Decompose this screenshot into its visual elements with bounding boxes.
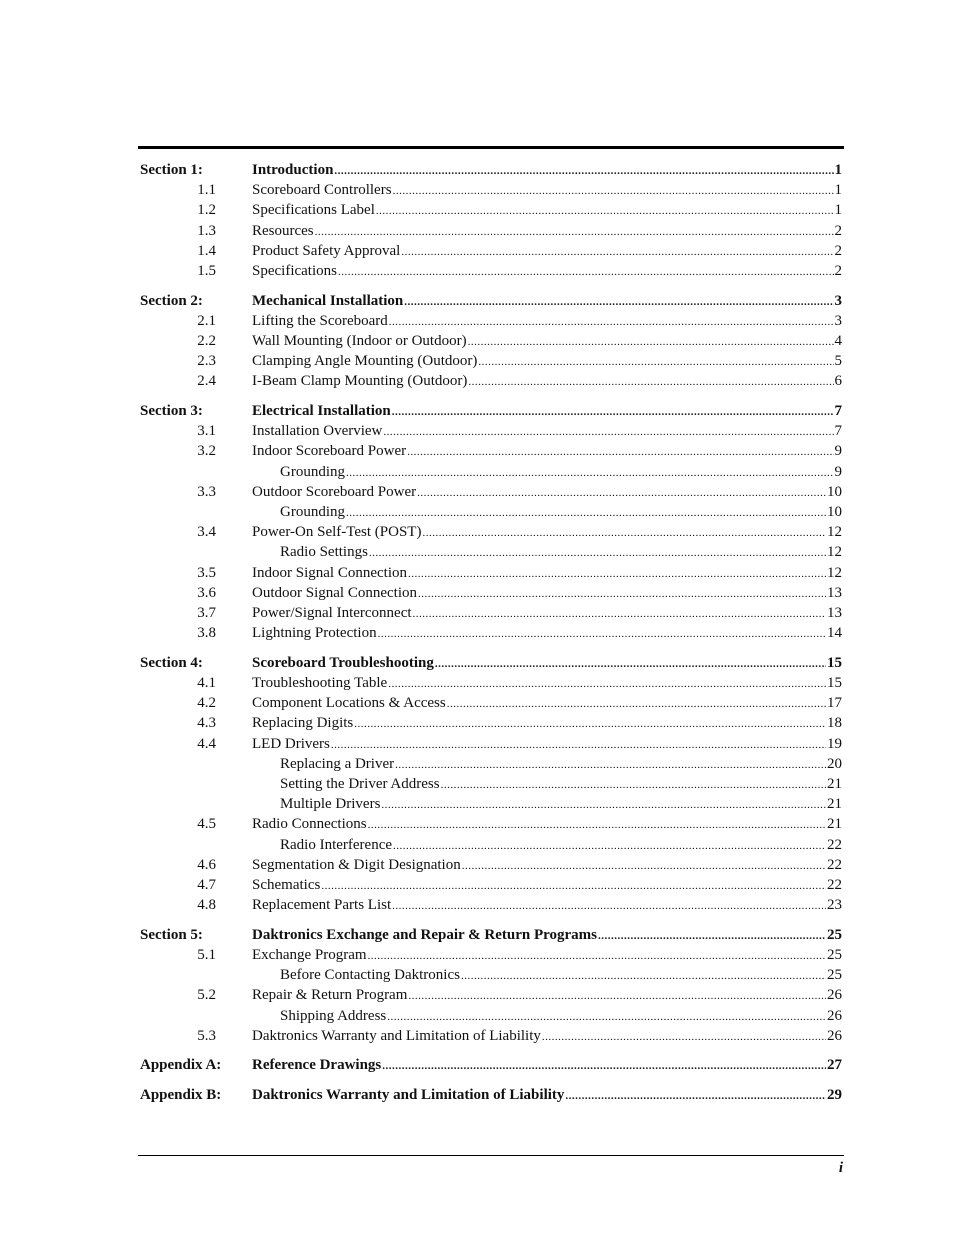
entry-page: 10 [827,504,842,520]
toc-section-heading[interactable] [140,291,842,311]
toc-item[interactable] [140,421,842,441]
item-number: 4.3 [197,715,216,732]
section-label: Appendix A: [140,1057,222,1074]
entry-title: LED Drivers [252,735,330,752]
item-number: 3.3 [197,483,216,500]
toc-item[interactable] [140,563,842,583]
entry-title: Lightning Protection [252,625,377,642]
entry-page: 25 [827,926,842,943]
dot-leader [331,735,826,755]
toc-entry [280,754,842,775]
entry-page: 15 [827,654,842,671]
entry-title: Power-On Self-Test (POST) [252,524,422,541]
toc-item[interactable] [140,713,842,733]
dot-leader [392,896,826,916]
toc-entry [252,241,842,262]
dot-leader [321,876,826,896]
section-label: Section 2: [140,292,203,309]
toc-entry [280,965,842,986]
toc-entry [252,331,842,352]
entry-title: Daktronics Exchange and Repair & Return Programs [252,926,597,943]
toc-entry [252,583,842,604]
page-number: i [838,1160,843,1176]
dot-leader [393,181,834,201]
section-label: Section 3: [140,403,203,420]
item-number: 3.6 [197,584,216,601]
toc-entry [252,200,842,221]
entry-title: Outdoor Scoreboard Power [252,483,417,500]
entry-page: 7 [834,403,842,420]
entry-title: Indoor Signal Connection [252,564,407,581]
toc-entry [252,1055,842,1076]
toc-item[interactable] [140,482,842,502]
entry-page: 21 [827,775,842,792]
item-number: 4.2 [197,695,216,712]
toc-item[interactable] [140,603,842,623]
entry-page: 4 [834,333,842,349]
entry-page: 2 [834,222,842,239]
item-number: 2.3 [197,353,216,370]
toc-entry [252,180,842,201]
toc-entry [252,603,842,624]
entry-title: Component Locations & Access [252,695,446,712]
entry-title: Shipping Address [280,1007,387,1024]
entry-title: Replacing a Driver [280,755,395,772]
toc-section [140,160,842,281]
item-number: 3.1 [197,423,216,440]
toc-entry [280,835,842,856]
entry-page: 29 [827,1087,842,1104]
toc-entry [280,1006,842,1027]
dot-leader [462,856,826,876]
dot-leader [598,926,826,946]
entry-title: Daktronics Warranty and Limitation of Liability [252,1027,541,1044]
dot-leader [468,372,833,392]
toc-entry [252,895,842,916]
toc-item[interactable] [140,623,842,643]
entry-title: Mechanical Installation [252,292,404,309]
entry-title: Specifications Label [252,202,375,219]
toc-subentry[interactable] [140,754,842,774]
entry-page: 12 [827,524,842,541]
toc-entry [252,563,842,584]
dot-leader [334,161,833,181]
entry-page: 26 [827,1007,842,1024]
toc-item[interactable] [140,1026,842,1046]
item-number: 4.4 [197,735,216,752]
toc-entry [252,291,842,312]
toc-entry [252,734,842,755]
toc-item[interactable] [140,895,842,915]
dot-leader [565,1086,826,1106]
entry-title: Outdoor Signal Connection [252,584,417,601]
entry-title: Replacing Digits [252,715,354,732]
toc-entry [252,421,842,442]
entry-page: 15 [827,675,842,691]
entry-page: 21 [827,816,842,833]
toc-section-heading[interactable] [140,160,842,180]
entry-page: 2 [834,262,842,279]
item-number: 4.7 [197,876,216,893]
dot-leader [315,222,834,242]
entry-title: Wall Mounting (Indoor or Outdoor) [252,333,467,349]
toc-section-heading[interactable] [140,925,842,945]
item-number: 2.4 [197,373,216,390]
toc-entry [252,925,842,946]
dot-leader [338,262,834,282]
toc-section-heading[interactable] [140,653,842,673]
toc-section [140,653,842,915]
toc-section-heading[interactable] [140,1085,842,1105]
entry-page: 25 [827,967,842,984]
item-number: 3.4 [197,524,216,541]
entry-page: 22 [827,856,842,873]
entry-page: 26 [827,1027,842,1044]
entry-title: Troubleshooting Table [252,675,388,691]
toc-entry [252,351,842,372]
toc-subentry[interactable] [140,965,842,985]
toc-entry [252,482,842,503]
entry-page: 10 [827,483,842,500]
entry-title: Indoor Scoreboard Power [252,443,407,460]
toc-item[interactable] [140,855,842,875]
toc-entry [252,875,842,896]
dot-leader [404,292,833,312]
dot-leader [381,795,826,815]
toc-section [140,925,842,1046]
toc-section [140,401,842,643]
dot-leader [435,654,826,674]
toc-item[interactable] [140,583,842,603]
toc-item[interactable] [140,673,842,693]
top-rule [138,146,844,149]
toc-section [140,291,842,392]
section-label: Appendix B: [140,1087,222,1104]
toc-entry [280,462,842,483]
toc-entry [280,774,842,795]
entry-title: Exchange Program [252,946,367,963]
item-number: 4.6 [197,856,216,873]
toc-subentry[interactable] [140,1006,842,1026]
entry-page: 18 [827,715,842,732]
entry-title: Segmentation & Digit Designation [252,856,461,873]
entry-page: 6 [834,373,842,390]
toc-entry [252,985,842,1006]
entry-page: 12 [827,544,842,561]
entry-page: 1 [834,202,842,219]
entry-title: Grounding [280,504,345,520]
entry-page: 27 [827,1057,842,1074]
dot-leader [413,604,826,624]
toc-entry [252,653,842,674]
entry-title: Installation Overview [252,423,383,440]
item-number: 1.1 [197,182,216,199]
entry-page: 2 [834,242,842,259]
item-number: 3.5 [197,564,216,581]
toc-entry [252,371,842,392]
section-label: Section 5: [140,926,203,943]
toc-item[interactable] [140,945,842,965]
entry-title: Before Contacting Daktronics [280,967,460,984]
entry-title: Specifications [252,262,337,279]
entry-title: Power/Signal Interconnect [252,604,412,621]
dot-leader [392,402,834,422]
item-number: 2.1 [197,312,216,329]
toc-item[interactable] [140,180,842,200]
dot-leader [418,584,826,604]
dot-leader [387,1007,826,1027]
toc-entry [252,160,842,181]
item-number: 1.5 [197,262,216,279]
toc-section-heading[interactable] [140,1055,842,1075]
entry-page: 5 [834,353,842,370]
toc-entry [252,945,842,966]
dot-leader [408,986,826,1006]
toc-entry [252,623,842,644]
dot-leader [422,523,826,543]
toc-entry [252,713,842,734]
toc-item[interactable] [140,351,842,371]
toc-item[interactable] [140,261,842,281]
entry-page: 22 [827,836,842,853]
toc-item[interactable] [140,734,842,754]
item-number: 5.1 [197,946,216,963]
item-number: 3.8 [197,625,216,642]
entry-title: Reference Drawings [252,1057,382,1074]
toc-item[interactable] [140,875,842,895]
item-number: 3.2 [197,443,216,460]
toc-entry [280,502,842,523]
item-number: 5.2 [197,987,216,1004]
entry-page: 14 [827,625,842,642]
entry-title: Lifting the Scoreboard [252,312,388,329]
toc-entry [252,814,842,835]
toc-entry [252,522,842,543]
toc-item[interactable] [140,311,842,331]
entry-page: 20 [827,755,842,772]
entry-title: Radio Connections [252,816,367,833]
toc-item[interactable] [140,331,842,351]
entry-page: 26 [827,987,842,1004]
entry-title: Scoreboard Troubleshooting [252,654,434,671]
entry-page: 3 [834,312,842,329]
toc-entry [252,1085,842,1106]
toc-entry [252,261,842,282]
toc-subentry[interactable] [140,502,842,522]
entry-title: Setting the Driver Address [280,775,440,792]
dot-leader [441,775,826,795]
toc-subentry[interactable] [140,542,842,562]
toc-item[interactable] [140,221,842,241]
toc-subentry[interactable] [140,774,842,794]
entry-page: 1 [834,182,842,199]
toc-entry [252,311,842,332]
entry-page: 25 [827,946,842,963]
toc-item[interactable] [140,241,842,261]
dot-leader [368,946,826,966]
entry-title: Scoreboard Controllers [252,182,392,199]
entry-title: Product Safety Approval [252,242,401,259]
entry-title: Electrical Installation [252,403,391,420]
entry-page: 9 [834,443,842,460]
entry-title: Daktronics Warranty and Limitation of Liability [252,1087,565,1104]
item-number: 5.3 [197,1027,216,1044]
dot-leader [388,674,826,694]
dot-leader [346,463,834,483]
entry-title: Schematics [252,876,321,893]
toc-entry [280,542,842,563]
item-number: 4.8 [197,897,216,914]
dot-leader [382,1056,826,1076]
toc-entry [252,401,842,422]
item-number: 4.1 [197,675,216,691]
dot-leader [378,624,826,644]
dot-leader [376,201,834,221]
toc-item[interactable] [140,441,842,461]
toc-subentry[interactable] [140,835,842,855]
bottom-rule [138,1155,844,1156]
entry-title: Resources [252,222,314,239]
toc-entry [252,855,842,876]
dot-leader [417,483,826,503]
dot-leader [369,543,826,563]
entry-page: 13 [827,604,842,621]
toc-subentry[interactable] [140,462,842,482]
toc-item[interactable] [140,814,842,834]
toc-entry [252,693,842,714]
toc-entry [252,1026,842,1047]
entry-title: I-Beam Clamp Mounting (Outdoor) [252,373,468,390]
dot-leader [346,503,826,523]
item-number: 2.2 [197,333,216,349]
dot-leader [383,422,833,442]
table-of-contents [140,160,842,1115]
entry-page: 3 [834,292,842,309]
dot-leader [368,815,826,835]
toc-item[interactable] [140,693,842,713]
entry-title: Repair & Return Program [252,987,408,1004]
dot-leader [468,332,834,352]
section-label: Section 1: [140,162,203,178]
dot-leader [461,966,826,986]
item-number: 3.7 [197,604,216,621]
entry-page: 17 [827,695,842,712]
toc-item[interactable] [140,371,842,391]
entry-page: 9 [834,463,842,480]
toc-item[interactable] [140,522,842,542]
entry-page: 23 [827,897,842,914]
entry-page: 21 [827,796,842,813]
entry-title: Grounding [280,463,345,480]
dot-leader [401,242,833,262]
section-label: Section 4: [140,654,203,671]
item-number: 1.2 [197,202,216,219]
dot-leader [542,1027,826,1047]
dot-leader [408,564,826,584]
entry-page: 1 [834,162,842,178]
toc-section [140,1085,842,1105]
toc-entry [252,441,842,462]
entry-page: 22 [827,876,842,893]
dot-leader [395,755,826,775]
toc-section [140,1055,842,1075]
dot-leader [393,836,826,856]
entry-page: 19 [827,735,842,752]
dot-leader [354,714,826,734]
entry-title: Replacement Parts List [252,897,392,914]
toc-entry [280,794,842,815]
item-number: 4.5 [197,816,216,833]
entry-page: 7 [834,423,842,440]
entry-page: 12 [827,564,842,581]
toc-item[interactable] [140,985,842,1005]
item-number: 1.4 [197,242,216,259]
entry-title: Introduction [252,162,334,178]
entry-title: Radio Interference [280,836,393,853]
entry-title: Clamping Angle Mounting (Outdoor) [252,353,478,370]
entry-title: Radio Settings [280,544,368,561]
toc-subentry[interactable] [140,794,842,814]
entry-page: 13 [827,584,842,601]
toc-entry [252,673,842,694]
toc-entry [252,221,842,242]
entry-title: Multiple Drivers [280,796,381,813]
dot-leader [389,312,834,332]
dot-leader [478,352,833,372]
toc-section-heading[interactable] [140,401,842,421]
dot-leader [447,694,826,714]
item-number: 1.3 [197,222,216,239]
dot-leader [407,442,833,462]
toc-item[interactable] [140,200,842,220]
